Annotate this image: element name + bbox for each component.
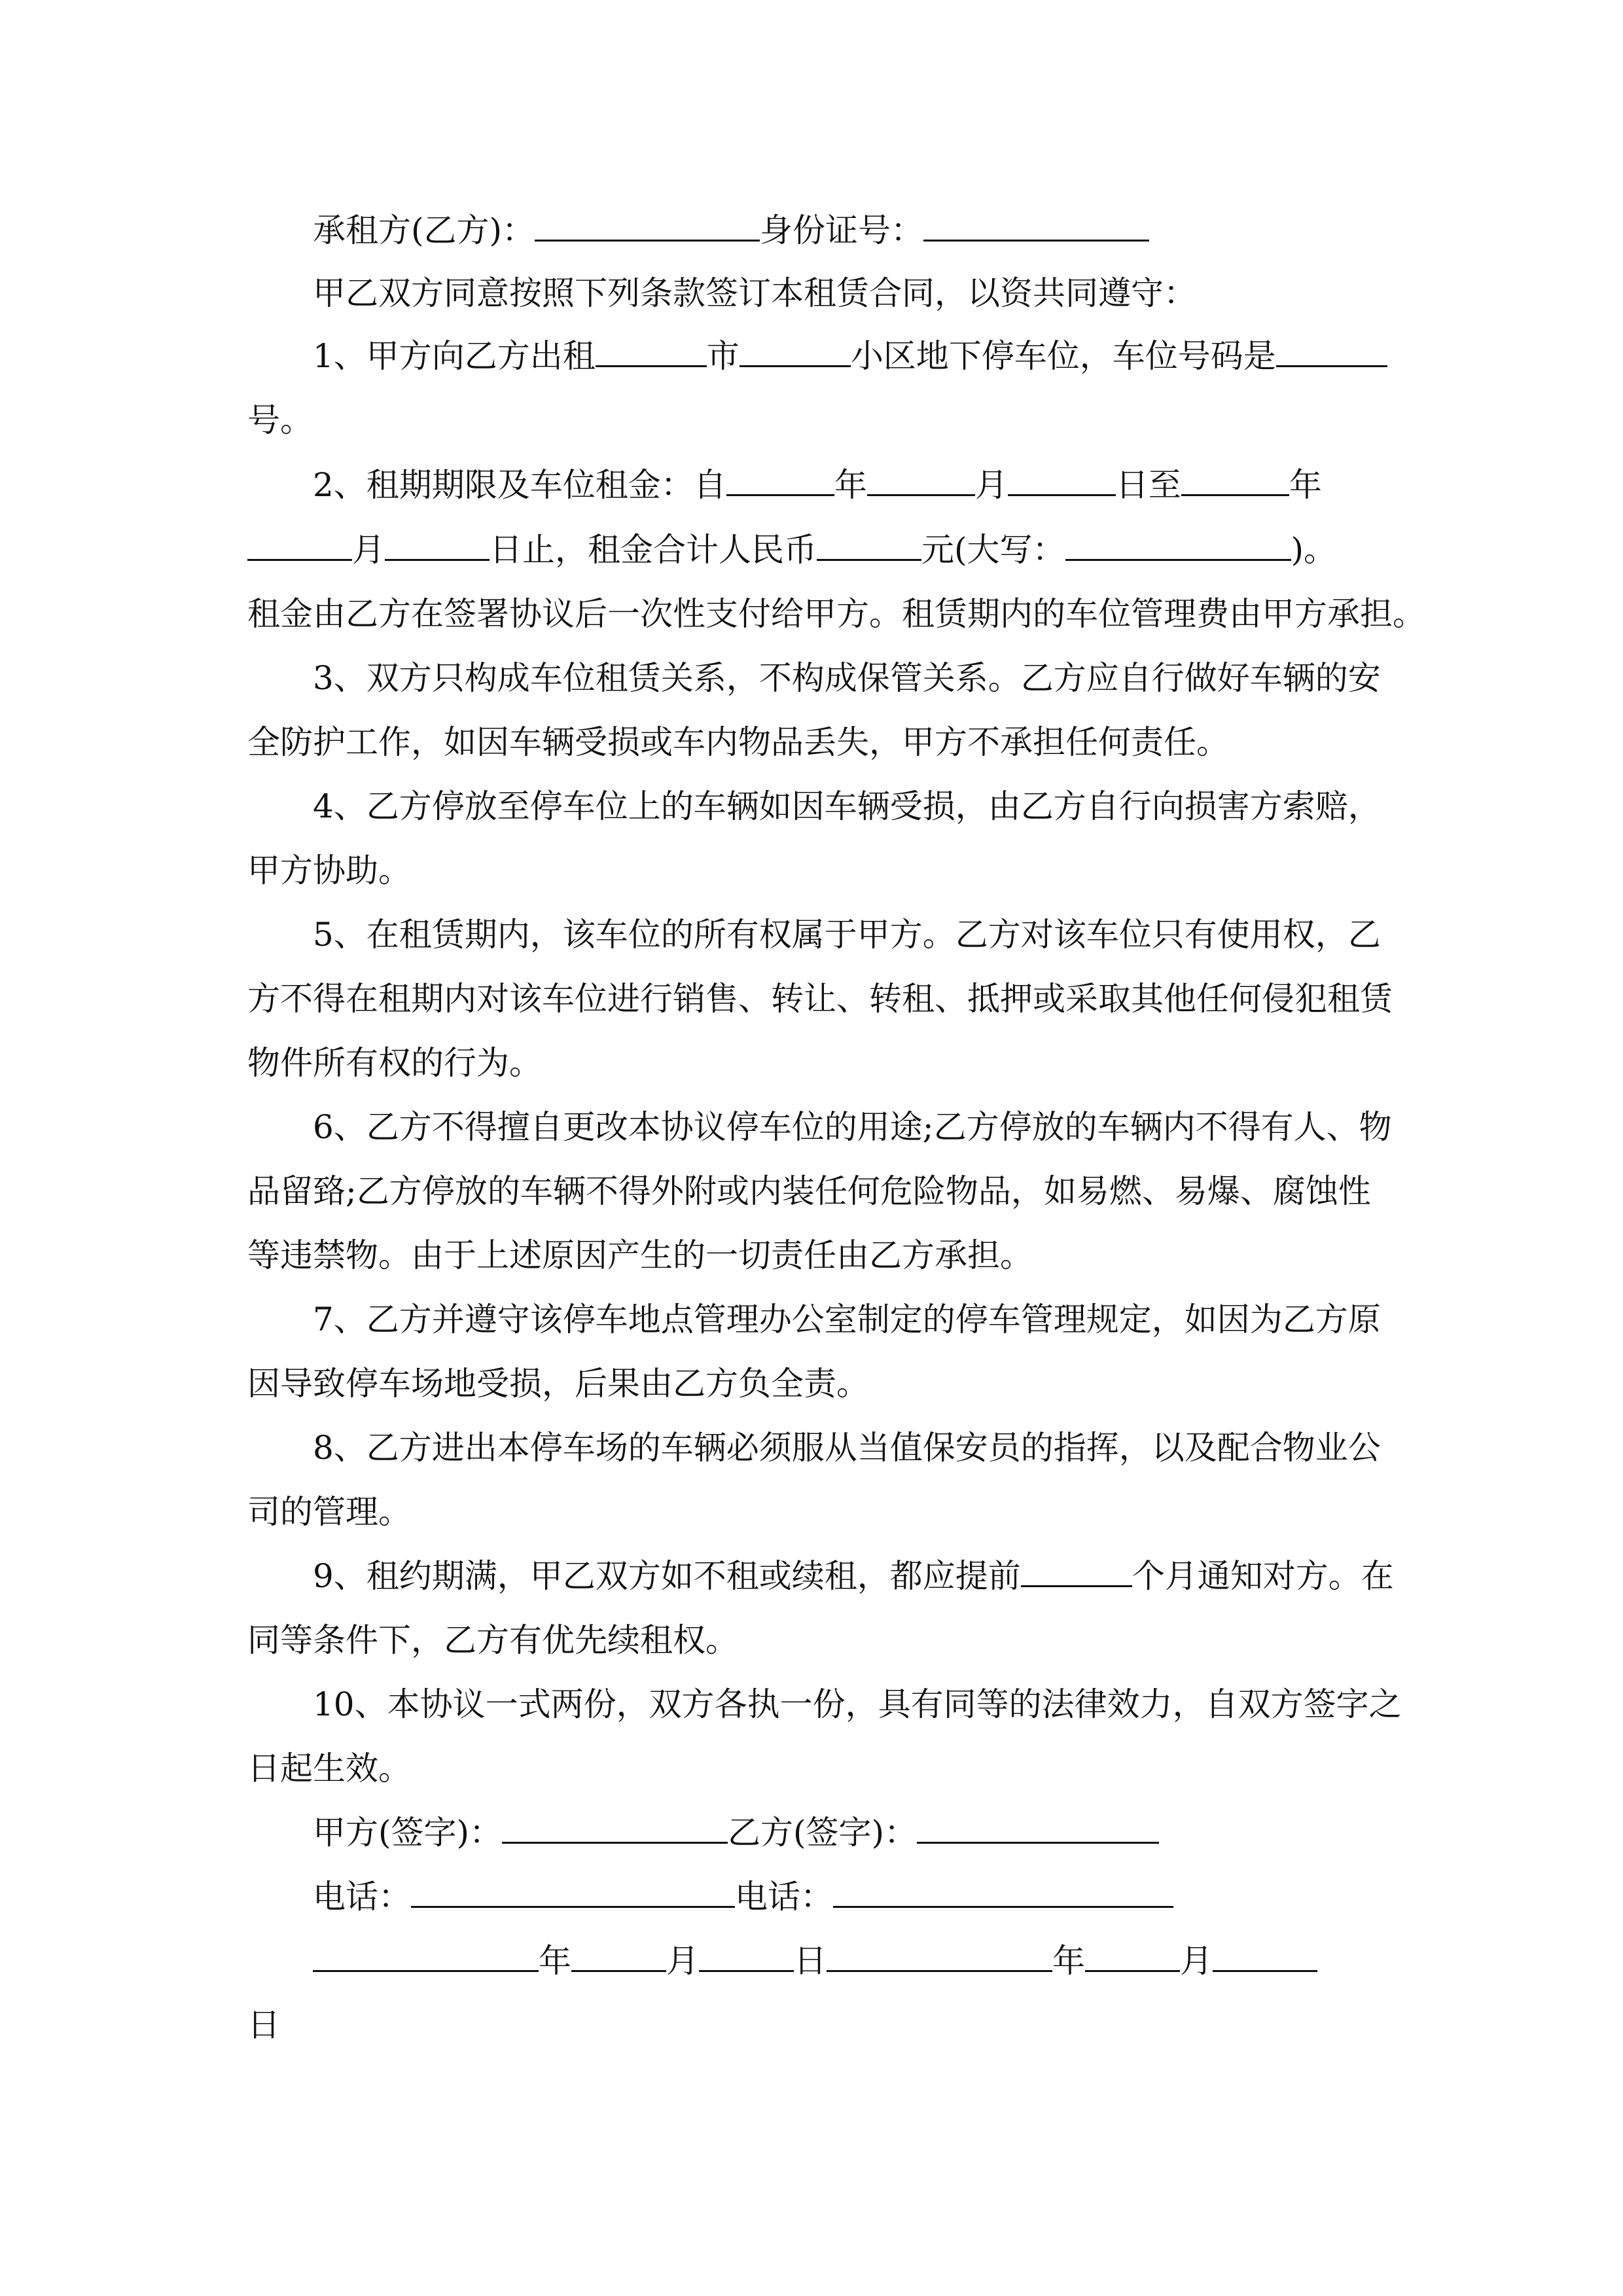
clause-2-line-1 [313, 465, 1322, 505]
intro-text: 甲乙双方同意按照下列条款签订本租赁合同，以资共同遵守： [313, 274, 1196, 312]
notice-months-blank[interactable] [1021, 1556, 1132, 1587]
clause-1-line-2: 号。 [247, 401, 313, 439]
start-month-blank[interactable] [867, 465, 975, 496]
party-a-year-blank[interactable] [313, 1941, 539, 1972]
clause-2-month: 月 [974, 466, 1008, 504]
clause-2-text-a: 2、租期期限及车位租金：自 [313, 466, 726, 504]
date-day: 日 [794, 1942, 827, 1980]
clause-5-line-1: 5、在租赁期内，该车位的所有权属于甲方。乙方对该车位只有使用权，乙 [313, 916, 1381, 954]
date-month: 月 [666, 1942, 699, 1980]
clause-9-text-b: 个月通知对方。在 [1132, 1557, 1394, 1595]
lessee-line [313, 211, 1149, 250]
party-a-signature-label: 甲方(签字)： [313, 1814, 503, 1852]
clause-1-text-c: 小区地下停车位，车位号码是 [850, 337, 1276, 375]
clause-8-line-2: 司的管理。 [247, 1493, 411, 1531]
end-day-blank[interactable] [385, 530, 490, 561]
rent-amount-blank[interactable] [817, 530, 921, 561]
rent-capital-blank[interactable] [1065, 530, 1291, 561]
party-a-phone-blank[interactable] [411, 1877, 735, 1908]
clause-2-line-3: 租金由乙方在签署协议后一次性支付给甲方。租赁期内的车位管理费由甲方承担。 [247, 595, 1425, 633]
clause-1-line-1 [313, 336, 1387, 376]
party-b-phone-blank[interactable] [833, 1877, 1173, 1908]
party-a-phone-label: 电话： [313, 1878, 411, 1916]
community-blank[interactable] [740, 336, 851, 367]
clause-10-line-1: 10、本协议一式两份，双方各执一份，具有同等的法律效力，自双方签字之 [313, 1685, 1402, 1723]
party-a-day-blank[interactable] [699, 1941, 794, 1972]
party-a-signature-blank[interactable] [502, 1813, 728, 1844]
clause-2-day-end: 日止，租金合计人民币 [490, 531, 817, 569]
clause-3-line-2: 全防护工作，如因车辆受损或车内物品丢失，甲方不承担任何责任。 [247, 723, 1229, 761]
clause-2-close: )。 [1291, 531, 1337, 569]
clause-3-line-1: 3、双方只构成车位租赁关系，不构成保管关系。乙方应自行做好车辆的安 [313, 659, 1381, 697]
clause-9-text-a: 9、租约期满，甲乙双方如不租或续租，都应提前 [313, 1557, 1021, 1595]
party-b-year-blank[interactable] [827, 1941, 1052, 1972]
date-line [313, 1941, 1317, 1981]
clause-6-line-3: 等违禁物。由于上述原因产生的一切责任由乙方承担。 [247, 1236, 1033, 1274]
id-number-label: 身份证号： [760, 211, 924, 249]
clause-2-day-to: 日至 [1115, 466, 1181, 504]
lessee-label: 承租方(乙方)： [313, 211, 535, 249]
party-b-day-blank[interactable] [1213, 1941, 1317, 1972]
clause-2-year-2: 年 [1289, 466, 1322, 504]
clause-1-text-a: 1、甲方向乙方出租 [313, 337, 596, 375]
city-blank[interactable] [596, 336, 707, 367]
clause-5-line-3: 物件所有权的行为。 [247, 1044, 542, 1082]
date-line-2: 日 [247, 2006, 280, 2044]
clause-5-line-2: 方不得在租期内对该车位进行销售、转让、转租、抵押或采取其他任何侵犯租赁 [247, 980, 1393, 1018]
end-month-blank[interactable] [247, 530, 352, 561]
clause-2-yuan: 元(大写： [921, 531, 1065, 569]
clause-9-line-1 [313, 1556, 1394, 1596]
id-number-blank[interactable] [923, 211, 1149, 242]
clause-8-line-1: 8、乙方进出本停车场的车辆必须服从当值保安员的指挥，以及配合物业公 [313, 1429, 1381, 1467]
party-b-month-blank[interactable] [1085, 1941, 1180, 1972]
party-b-phone-label: 电话： [735, 1878, 833, 1916]
clause-2-line-2 [247, 530, 1336, 569]
clause-6-line-2: 品留臵;乙方停放的车辆不得外附或内装任何危险物品，如易燃、易爆、腐蚀性 [247, 1172, 1371, 1210]
start-year-blank[interactable] [726, 465, 834, 496]
party-a-month-blank[interactable] [571, 1941, 666, 1972]
clause-9-line-2: 同等条件下，乙方有优先续租权。 [247, 1621, 738, 1659]
space-number-blank[interactable] [1276, 336, 1387, 367]
clause-1-text-b: 市 [706, 337, 740, 375]
start-day-blank[interactable] [1008, 465, 1116, 496]
signature-line [313, 1813, 1159, 1852]
clause-7-line-1: 7、乙方并遵守该停车地点管理办公室制定的停车管理规定，如因为乙方原 [313, 1300, 1381, 1338]
end-year-blank[interactable] [1181, 465, 1289, 496]
date-month-2: 月 [1180, 1942, 1213, 1980]
clause-7-line-2: 因导致停车场地受损，后果由乙方负全责。 [247, 1365, 869, 1403]
clause-4-line-1: 4、乙方停放至停车位上的车辆如因车辆受损，由乙方自行向损害方索赔， [313, 787, 1381, 825]
clause-2-year: 年 [834, 466, 867, 504]
date-year-2: 年 [1052, 1942, 1085, 1980]
clause-4-line-2: 甲方协助。 [247, 852, 411, 889]
party-b-signature-label: 乙方(签字)： [728, 1814, 918, 1852]
phone-line [313, 1877, 1173, 1916]
lessee-name-blank[interactable] [535, 211, 760, 242]
clause-6-line-1: 6、乙方不得擅自更改本协议停车位的用途;乙方停放的车辆内不得有人、物 [313, 1108, 1392, 1146]
clause-10-line-2: 日起生效。 [247, 1749, 411, 1787]
party-b-signature-blank[interactable] [917, 1813, 1159, 1844]
date-year: 年 [539, 1942, 571, 1980]
clause-2-month-2: 月 [352, 531, 385, 569]
